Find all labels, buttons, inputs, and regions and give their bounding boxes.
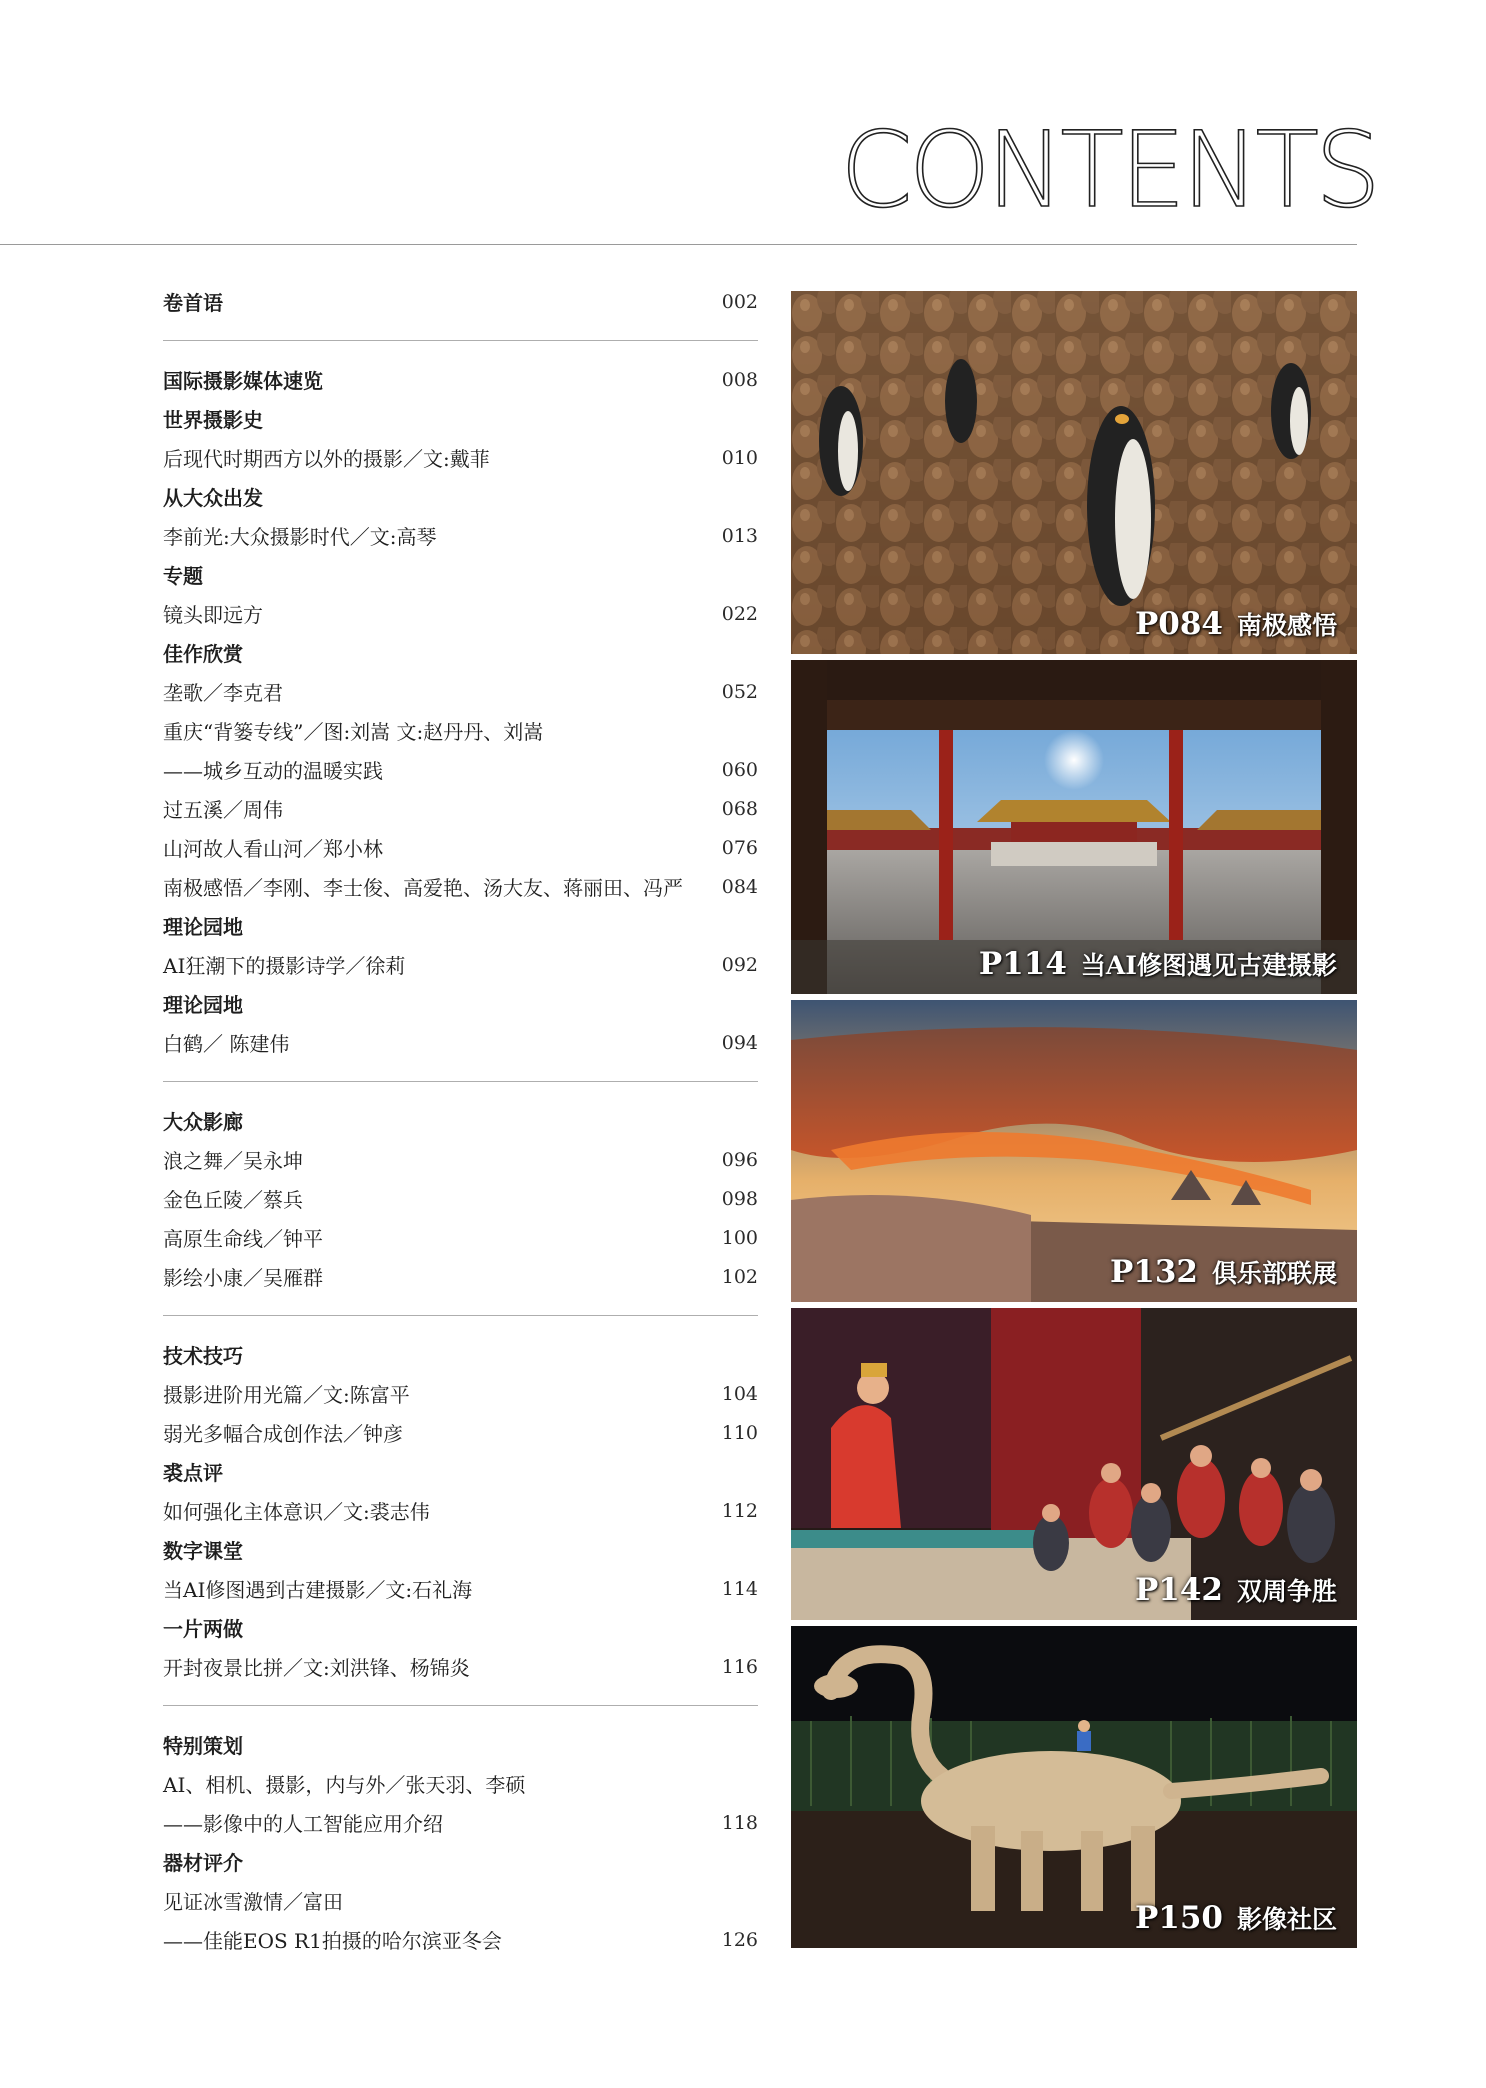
toc-title: ——影像中的人工智能应用介绍 xyxy=(163,1812,443,1836)
toc-title: 世界摄影史 xyxy=(163,408,263,432)
toc-title: 后现代时期西方以外的摄影／文:戴菲 xyxy=(163,447,490,471)
toc-title: ——城乡互动的温暖实践 xyxy=(163,759,383,783)
toc-page-number: 068 xyxy=(721,797,758,820)
toc-title: 白鹤／ 陈建伟 xyxy=(163,1032,290,1056)
forbidden-city-photo-icon xyxy=(791,660,1357,994)
toc-page-number: 096 xyxy=(721,1148,758,1171)
toc-section-heading[interactable] xyxy=(163,555,758,594)
toc-page-number: 114 xyxy=(721,1577,758,1600)
toc-title: 李前光:大众摄影时代／文:高琴 xyxy=(163,525,437,549)
toc-page-number: 126 xyxy=(721,1928,758,1951)
toc-entry[interactable] xyxy=(163,438,758,477)
toc-title: ——佳能EOS R1拍摄的哈尔滨亚冬会 xyxy=(163,1929,502,1953)
feature-photo-1[interactable] xyxy=(791,291,1357,654)
feature-photo-5[interactable] xyxy=(791,1626,1357,1948)
toc-entry[interactable] xyxy=(163,1023,758,1062)
toc-title: 理论园地 xyxy=(163,993,243,1017)
toc-section-heading[interactable] xyxy=(163,1335,758,1374)
toc-title: 裘点评 xyxy=(163,1461,223,1485)
toc-section-heading[interactable] xyxy=(163,477,758,516)
toc-page-number: 112 xyxy=(721,1499,758,1522)
toc-title: 理论园地 xyxy=(163,915,243,939)
toc-title: 国际摄影媒体速览 xyxy=(163,369,323,393)
toc-title: 特别策划 xyxy=(163,1734,243,1758)
toc-entry[interactable] xyxy=(163,711,758,750)
toc-entry[interactable] xyxy=(163,867,758,906)
toc-entry[interactable] xyxy=(163,1491,758,1530)
toc-entry[interactable] xyxy=(163,1803,758,1842)
table-of-contents xyxy=(163,282,758,1959)
toc-page-number: 084 xyxy=(721,875,758,898)
header-rule xyxy=(0,244,1357,245)
toc-title: 重庆“背篓专线”／图:刘嵩 文:赵丹丹、刘嵩 xyxy=(163,720,544,744)
section-divider xyxy=(163,1081,758,1082)
toc-title: 摄影进阶用光篇／文:陈富平 xyxy=(163,1383,410,1407)
section-divider xyxy=(163,340,758,341)
toc-page-number: 092 xyxy=(721,953,758,976)
toc-page-number: 008 xyxy=(721,368,758,391)
toc-entry[interactable] xyxy=(163,1920,758,1959)
toc-entry[interactable] xyxy=(163,1257,758,1296)
toc-title: 高原生命线／钟平 xyxy=(163,1227,323,1251)
toc-section-heading[interactable] xyxy=(163,399,758,438)
feature-caption-3: P132 俱乐部联展 xyxy=(1109,1254,1337,1290)
contents-title: CONTENTS xyxy=(840,109,1377,231)
toc-entry[interactable] xyxy=(163,750,758,789)
toc-title: 过五溪／周伟 xyxy=(163,798,283,822)
toc-entry[interactable] xyxy=(163,1569,758,1608)
feature-photo-3[interactable] xyxy=(791,1000,1357,1302)
toc-page-number: 100 xyxy=(721,1226,758,1249)
toc-page-number: 060 xyxy=(721,758,758,781)
toc-title: 浪之舞／吴永坤 xyxy=(163,1149,303,1173)
toc-title: 弱光多幅合成创作法／钟彦 xyxy=(163,1422,403,1446)
feature-photo-2[interactable] xyxy=(791,660,1357,994)
toc-title: 专题 xyxy=(163,564,203,588)
toc-page-number: 022 xyxy=(721,602,758,625)
toc-title: 从大众出发 xyxy=(163,486,263,510)
toc-page-number: 013 xyxy=(721,524,758,547)
toc-section-heading[interactable] xyxy=(163,906,758,945)
toc-entry[interactable] xyxy=(163,1647,758,1686)
toc-title: 大众影廊 xyxy=(163,1110,243,1134)
toc-title: 山河故人看山河／郑小林 xyxy=(163,837,383,861)
toc-section-heading[interactable] xyxy=(163,1608,758,1647)
toc-page-number: 118 xyxy=(721,1811,758,1834)
toc-title: 技术技巧 xyxy=(163,1344,243,1368)
toc-title: 当AI修图遇到古建摄影／文:石礼海 xyxy=(163,1578,473,1602)
toc-title: 见证冰雪激情／富田 xyxy=(163,1890,343,1914)
toc-title: 南极感悟／李刚、李士俊、高爱艳、汤大友、蒋丽田、冯严 xyxy=(163,876,683,900)
toc-page-number: 116 xyxy=(721,1655,758,1678)
toc-page-number: 010 xyxy=(721,446,758,469)
toc-title: 镜头即远方 xyxy=(163,603,263,627)
toc-entry[interactable] xyxy=(163,1218,758,1257)
toc-section-heading[interactable] xyxy=(163,1452,758,1491)
toc-page-number: 052 xyxy=(721,680,758,703)
toc-section-heading[interactable] xyxy=(163,1530,758,1569)
toc-section-heading[interactable] xyxy=(163,360,758,399)
toc-title: 影绘小康／吴雁群 xyxy=(163,1266,323,1290)
feature-caption-1: P084 南极感悟 xyxy=(1134,606,1337,642)
feature-caption-4: P142 双周争胜 xyxy=(1134,1572,1337,1608)
toc-title: 垄歌／李克君 xyxy=(163,681,283,705)
feature-caption-2: P114 当AI修图遇见古建摄影 xyxy=(978,946,1337,982)
toc-section-heading[interactable] xyxy=(163,984,758,1023)
toc-page-number: 002 xyxy=(721,290,758,313)
toc-entry[interactable] xyxy=(163,828,758,867)
toc-page-number: 102 xyxy=(721,1265,758,1288)
toc-page-number: 098 xyxy=(721,1187,758,1210)
toc-entry[interactable] xyxy=(163,1764,758,1803)
toc-title: 如何强化主体意识／文:裘志伟 xyxy=(163,1500,430,1524)
toc-section-heading[interactable] xyxy=(163,633,758,672)
toc-page-number: 104 xyxy=(721,1382,758,1405)
toc-title: 器材评介 xyxy=(163,1851,243,1875)
toc-title: 佳作欣赏 xyxy=(163,642,243,666)
section-divider xyxy=(163,1315,758,1316)
toc-entry[interactable] xyxy=(163,1374,758,1413)
toc-entry[interactable] xyxy=(163,672,758,711)
toc-title: 卷首语 xyxy=(163,291,223,315)
toc-entry[interactable] xyxy=(163,1140,758,1179)
toc-title: 一片两做 xyxy=(163,1617,243,1641)
toc-title: 开封夜景比拼／文:刘洪锋、杨锦炎 xyxy=(163,1656,470,1680)
toc-entry[interactable] xyxy=(163,1413,758,1452)
toc-title: AI、相机、摄影，内与外／张天羽、李硕 xyxy=(163,1773,526,1797)
feature-caption-5: P150 影像社区 xyxy=(1134,1900,1337,1936)
toc-section-heading[interactable] xyxy=(163,282,758,321)
toc-page-number: 094 xyxy=(721,1031,758,1054)
penguin-colony-photo-icon xyxy=(791,291,1357,654)
toc-title: AI狂潮下的摄影诗学／徐莉 xyxy=(163,954,406,978)
toc-entry[interactable] xyxy=(163,516,758,555)
toc-entry[interactable] xyxy=(163,1881,758,1920)
toc-entry[interactable] xyxy=(163,1179,758,1218)
feature-photo-4[interactable] xyxy=(791,1308,1357,1620)
toc-page-number: 110 xyxy=(721,1421,758,1444)
section-divider xyxy=(163,1705,758,1706)
toc-section-heading[interactable] xyxy=(163,1101,758,1140)
toc-entry[interactable] xyxy=(163,945,758,984)
toc-title: 金色丘陵／蔡兵 xyxy=(163,1188,303,1212)
toc-title: 数字课堂 xyxy=(163,1539,243,1563)
toc-entry[interactable] xyxy=(163,594,758,633)
toc-page-number: 076 xyxy=(721,836,758,859)
toc-entry[interactable] xyxy=(163,789,758,828)
toc-section-heading[interactable] xyxy=(163,1725,758,1764)
toc-section-heading[interactable] xyxy=(163,1842,758,1881)
